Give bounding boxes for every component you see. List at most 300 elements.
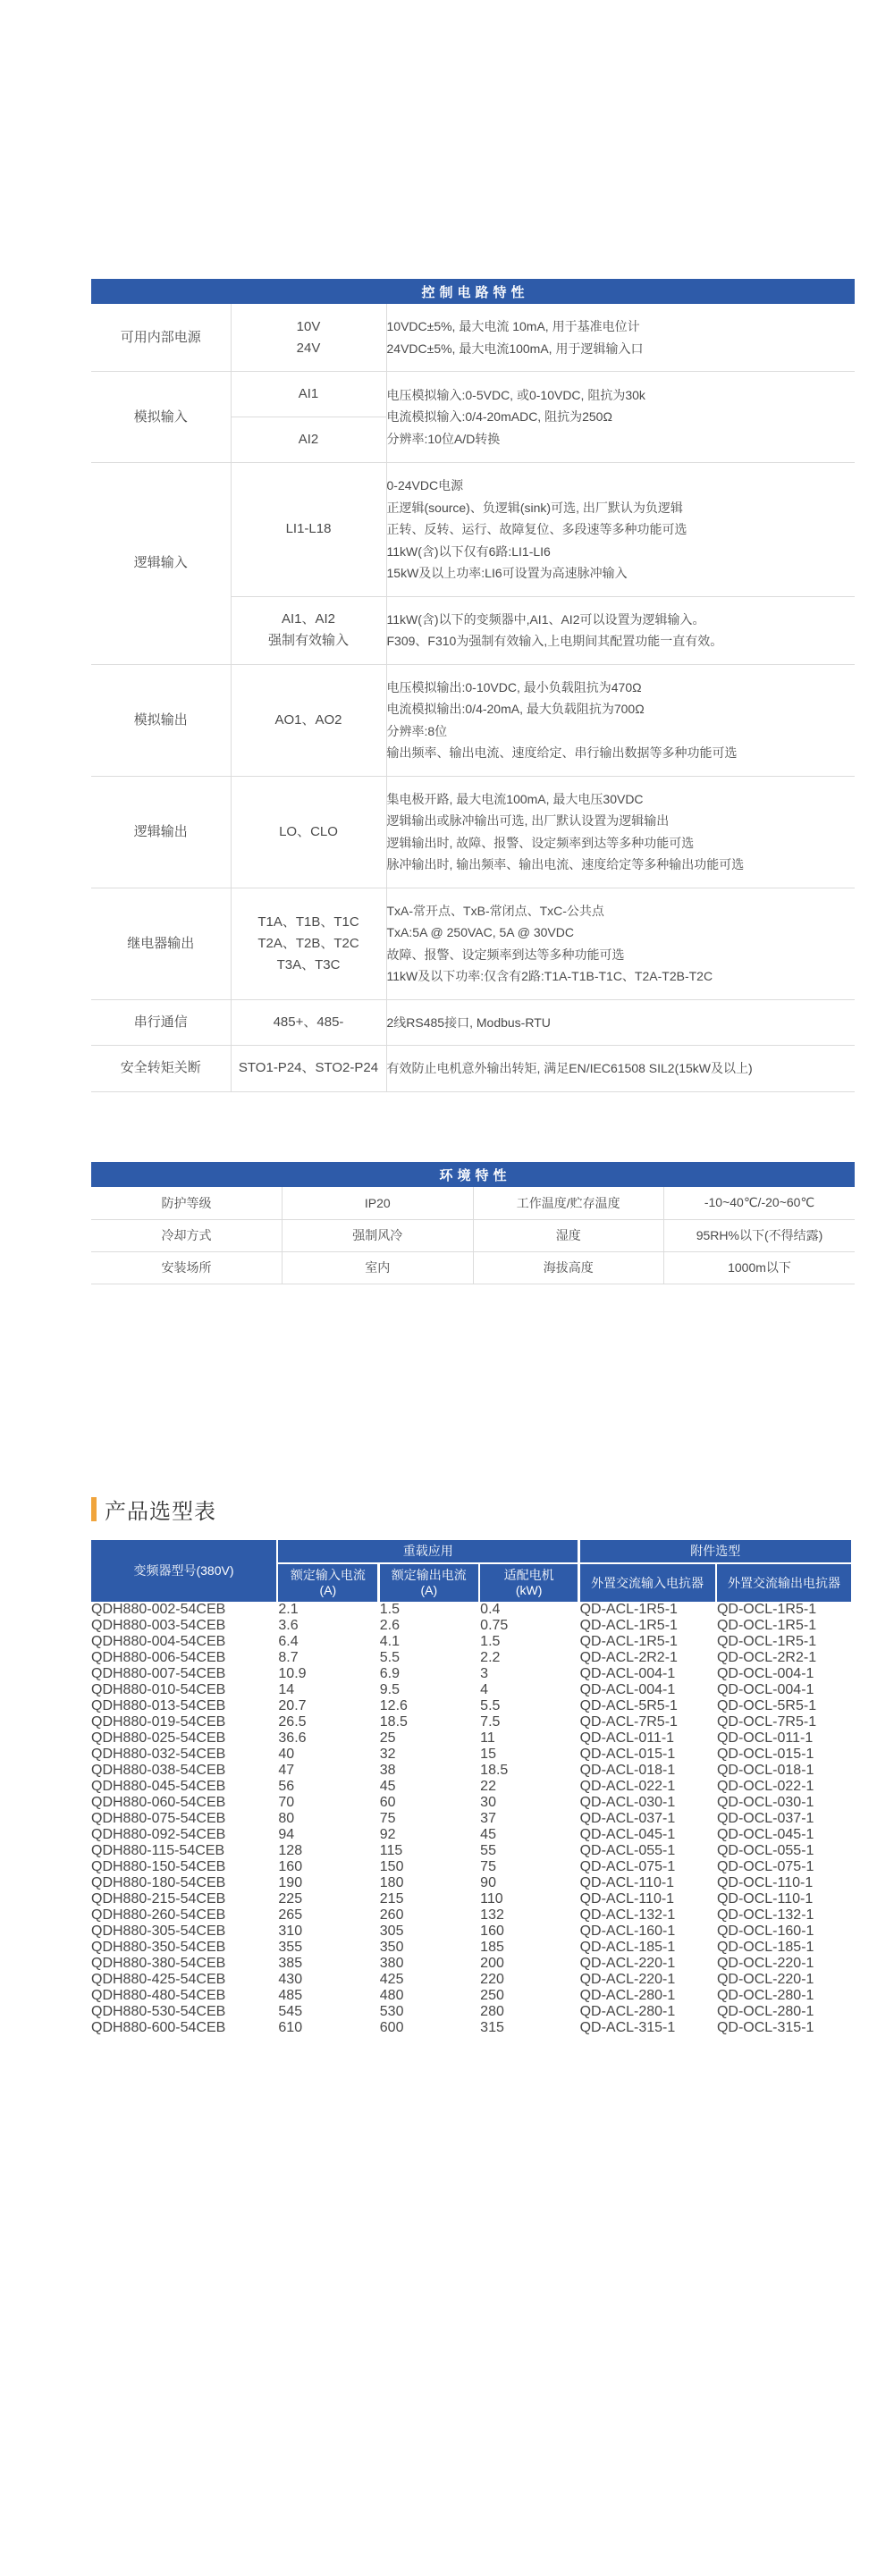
- rated-output-current-cell: 380: [379, 1956, 404, 1971]
- text-line: AI1: [298, 386, 319, 401]
- rated-output-current-cell: 305: [379, 1924, 404, 1939]
- text-line: (A): [319, 1583, 337, 1597]
- env-label-cell: 安装场所: [91, 1251, 283, 1284]
- input-reactor-cell: QD-ACL-160-1: [579, 1924, 676, 1939]
- table-row: [91, 1972, 855, 1988]
- rated-input-current-cell: 225: [278, 1891, 303, 1907]
- motor-power-cell: 45: [480, 1827, 496, 1842]
- text-line: 外置交流输入电抗器: [591, 1575, 704, 1590]
- model-cell: QDH880-305-54CEB: [91, 1924, 226, 1939]
- rated-input-current-cell: 160: [278, 1859, 303, 1874]
- output-reactor-cell: QD-OCL-018-1: [716, 1763, 814, 1778]
- motor-power-cell: 11: [480, 1730, 495, 1746]
- spec-label-cell: [91, 1046, 231, 1092]
- rated-input-current-cell: 128: [278, 1843, 303, 1858]
- input-reactor-cell: QD-ACL-055-1: [579, 1843, 676, 1858]
- rated-output-current-cell: 180: [379, 1875, 404, 1890]
- rated-output-current-cell: 32: [379, 1747, 396, 1762]
- table-row: [91, 304, 855, 372]
- input-reactor-cell: QD-ACL-045-1: [579, 1827, 676, 1842]
- table-row: [91, 1682, 855, 1698]
- env-label-cell: 防护等级: [91, 1187, 283, 1219]
- motor-power-cell: 4: [480, 1682, 489, 1697]
- table-row: [91, 1891, 855, 1907]
- column-group-heavy-duty: 重载应用: [278, 1540, 578, 1562]
- env-value-cell: -10~40℃/-20~60℃: [704, 1195, 815, 1210]
- model-cell: QDH880-025-54CEB: [91, 1730, 226, 1746]
- rated-output-current-cell: 1.5: [379, 1602, 401, 1617]
- motor-power-cell: 15: [480, 1747, 496, 1762]
- table-row: [91, 1827, 855, 1843]
- model-cell: QDH880-019-54CEB: [91, 1714, 226, 1730]
- table-row: [91, 372, 855, 417]
- motor-power-cell: 1.5: [480, 1634, 501, 1649]
- output-reactor-cell: QD-OCL-7R5-1: [716, 1714, 817, 1730]
- output-reactor-cell: QD-OCL-5R5-1: [716, 1698, 817, 1713]
- selection-table-body: [91, 1602, 855, 2036]
- model-cell: QDH880-038-54CEB: [91, 1763, 226, 1778]
- env-value-cell: 强制风冷: [283, 1219, 474, 1251]
- motor-power-cell: 160: [480, 1924, 504, 1939]
- spec-terminal-cell: [231, 304, 386, 372]
- table-row: [91, 999, 855, 1046]
- text-line: 分辨率:8位: [386, 723, 448, 738]
- model-cell: QDH880-075-54CEB: [91, 1811, 226, 1826]
- text-line: 强制有效输入: [267, 633, 349, 648]
- input-reactor-cell: QD-ACL-110-1: [579, 1875, 675, 1890]
- column-subheader: [380, 1564, 478, 1602]
- input-reactor-cell: QD-ACL-315-1: [579, 2020, 676, 2035]
- control-table-title: 控制电路特性: [91, 279, 855, 304]
- output-reactor-cell: QD-OCL-110-1: [716, 1891, 814, 1907]
- rated-output-current-cell: 530: [379, 2004, 404, 2019]
- environment-table: [91, 1187, 855, 1284]
- output-reactor-cell: QD-OCL-022-1: [716, 1779, 814, 1794]
- motor-power-cell: 200: [480, 1956, 504, 1971]
- table-row: [91, 1956, 855, 1972]
- table-row: [91, 664, 855, 776]
- spec-terminal-cell: [231, 463, 386, 597]
- motor-power-cell: 55: [480, 1843, 496, 1858]
- env-label-cell: 湿度: [473, 1219, 664, 1251]
- text-line: 故障、报警、设定频率到达等多种功能可选: [386, 947, 625, 962]
- model-cell: QDH880-350-54CEB: [91, 1940, 226, 1955]
- rated-output-current-cell: 260: [379, 1907, 404, 1923]
- text-line: 逻辑输出或脉冲输出可选, 出厂默认设置为逻辑输出: [386, 813, 670, 828]
- motor-power-cell: 0.75: [480, 1618, 509, 1633]
- text-line: 24VDC±5%, 最大电流100mA, 用于逻辑输入口: [386, 341, 644, 356]
- table-row: [91, 1907, 855, 1924]
- motor-power-cell: 250: [480, 1988, 504, 2003]
- table-row: [91, 1650, 855, 1666]
- spec-desc-cell: [386, 1046, 855, 1092]
- model-cell: QDH880-150-54CEB: [91, 1859, 226, 1874]
- text-line: 正转、反转、运行、故障复位、多段速等多种功能可选: [386, 522, 687, 536]
- table-row: [91, 888, 855, 999]
- text-line: 适配电机: [503, 1568, 554, 1582]
- rated-input-current-cell: 3.6: [278, 1618, 299, 1633]
- table-row: [91, 463, 855, 597]
- spec-desc-cell: [386, 304, 855, 372]
- output-reactor-cell: QD-OCL-2R2-1: [716, 1650, 817, 1665]
- rated-input-current-cell: 56: [278, 1779, 295, 1794]
- text-line: 2线RS485接口, Modbus-RTU: [386, 1014, 551, 1030]
- output-reactor-cell: QD-OCL-160-1: [716, 1924, 814, 1939]
- output-reactor-cell: QD-OCL-004-1: [716, 1682, 814, 1697]
- table-row: [91, 2020, 855, 2036]
- motor-power-cell: 0.4: [480, 1602, 501, 1617]
- output-reactor-cell: QD-OCL-280-1: [716, 1988, 814, 2003]
- text-line: 电流模拟输出:0/4-20mA, 最大负载阻抗为700Ω: [386, 702, 645, 716]
- rated-output-current-cell: 150: [379, 1859, 404, 1874]
- table-row: [91, 1811, 855, 1827]
- output-reactor-cell: QD-OCL-315-1: [716, 2020, 814, 2035]
- spec-terminal-cell: [231, 596, 386, 664]
- spec-desc-cell: [386, 776, 855, 888]
- rated-output-current-cell: 45: [379, 1779, 396, 1794]
- text-line: 11kW及以下功率:仅含有2路:T1A-T1B-T1C、T2A-T2B-T2C: [386, 969, 713, 983]
- table-row: [91, 1940, 855, 1956]
- text-line: T3A、T3C: [276, 956, 341, 972]
- rated-output-current-cell: 600: [379, 2020, 404, 2035]
- rated-input-current-cell: 355: [278, 1940, 303, 1955]
- env-label-cell: 海拔高度: [473, 1251, 664, 1284]
- env-value-cell: 室内: [283, 1251, 474, 1284]
- output-reactor-cell: QD-OCL-055-1: [716, 1843, 814, 1858]
- table-row: [91, 1251, 855, 1284]
- model-cell: QDH880-002-54CEB: [91, 1602, 226, 1617]
- text-line: 集电极开路, 最大电流100mA, 最大电压30VDC: [386, 791, 644, 806]
- rated-output-current-cell: 2.6: [379, 1618, 401, 1633]
- text-line: LO、CLO: [279, 823, 338, 839]
- text-line: AI1、AI2: [281, 611, 336, 627]
- spec-terminal-cell: [231, 999, 386, 1046]
- output-reactor-cell: QD-OCL-075-1: [716, 1859, 814, 1874]
- output-reactor-cell: QD-OCL-011-1: [716, 1730, 814, 1746]
- text-line: 继电器输出: [127, 935, 195, 951]
- model-cell: QDH880-013-54CEB: [91, 1698, 226, 1713]
- motor-power-cell: 7.5: [480, 1714, 501, 1730]
- motor-power-cell: 37: [480, 1811, 496, 1826]
- spec-label-cell: [91, 776, 231, 888]
- spec-label-cell: [91, 463, 231, 665]
- rated-input-current-cell: 94: [278, 1827, 295, 1842]
- table-row: [91, 1795, 855, 1811]
- text-line: 逻辑输入: [133, 555, 188, 571]
- table-row: [91, 1618, 855, 1634]
- motor-power-cell: 185: [480, 1940, 504, 1955]
- rated-output-current-cell: 60: [379, 1795, 396, 1810]
- model-cell: QDH880-600-54CEB: [91, 2020, 226, 2035]
- input-reactor-cell: QD-ACL-004-1: [579, 1682, 676, 1697]
- input-reactor-cell: QD-ACL-220-1: [579, 1956, 676, 1971]
- output-reactor-cell: QD-OCL-045-1: [716, 1827, 814, 1842]
- spec-label-cell: [91, 304, 231, 372]
- table-row: [91, 1988, 855, 2004]
- text-line: 10VDC±5%, 最大电流 10mA, 用于基准电位计: [386, 319, 640, 333]
- rated-input-current-cell: 430: [278, 1972, 303, 1987]
- text-line: 正逻辑(source)、负逻辑(sink)可选, 出厂默认为负逻辑: [386, 500, 683, 515]
- output-reactor-cell: QD-OCL-1R5-1: [716, 1634, 817, 1649]
- input-reactor-cell: QD-ACL-132-1: [579, 1907, 676, 1923]
- model-cell: QDH880-007-54CEB: [91, 1666, 226, 1681]
- text-line: 逻辑输出: [133, 823, 188, 839]
- rated-input-current-cell: 190: [278, 1875, 303, 1890]
- rated-input-current-cell: 610: [278, 2020, 303, 2035]
- table-row: [91, 1763, 855, 1779]
- text-line: 模拟输入: [133, 408, 188, 425]
- rated-input-current-cell: 10.9: [278, 1666, 307, 1681]
- spec-desc-cell: [386, 596, 855, 664]
- model-cell: QDH880-006-54CEB: [91, 1650, 226, 1665]
- model-cell: QDH880-092-54CEB: [91, 1827, 226, 1842]
- model-cell: QDH880-480-54CEB: [91, 1988, 226, 2003]
- table-row: [91, 1698, 855, 1714]
- input-reactor-cell: QD-ACL-018-1: [579, 1763, 676, 1778]
- output-reactor-cell: QD-OCL-220-1: [716, 1956, 814, 1971]
- motor-power-cell: 280: [480, 2004, 504, 2019]
- input-reactor-cell: QD-ACL-011-1: [579, 1730, 675, 1746]
- text-line: 逻辑输出时, 故障、报警、设定频率到达等多种功能可选: [386, 835, 695, 850]
- output-reactor-cell: QD-OCL-132-1: [716, 1907, 814, 1923]
- text-line: 电流模拟输入:0/4-20mADC, 阻抗为250Ω: [386, 409, 612, 425]
- rated-input-current-cell: 8.7: [278, 1650, 299, 1665]
- table-row: [91, 776, 855, 888]
- motor-power-cell: 75: [480, 1859, 496, 1874]
- motor-power-cell: 132: [480, 1907, 504, 1923]
- text-line: 输出频率、输出电流、速度给定、串行输出数据等多种功能可选: [386, 745, 738, 760]
- model-cell: QDH880-060-54CEB: [91, 1795, 226, 1810]
- table-row: [91, 1875, 855, 1891]
- spec-terminal-cell: [231, 1046, 386, 1092]
- rated-output-current-cell: 425: [379, 1972, 404, 1987]
- input-reactor-cell: QD-ACL-220-1: [579, 1972, 676, 1987]
- table-row: [91, 1747, 855, 1763]
- text-line: 串行通信: [133, 1014, 188, 1030]
- text-line: (A): [420, 1583, 438, 1597]
- selection-table-header: [91, 1540, 855, 1602]
- input-reactor-cell: QD-ACL-280-1: [579, 2004, 676, 2019]
- spec-desc-cell: [386, 664, 855, 776]
- column-subheader: [480, 1564, 578, 1602]
- column-subheader: [580, 1564, 715, 1602]
- rated-output-current-cell: 38: [379, 1763, 396, 1778]
- environment-section: [91, 1162, 855, 1284]
- model-cell: QDH880-115-54CEB: [91, 1843, 225, 1858]
- env-label-cell: 工作温度/贮存温度: [473, 1187, 664, 1219]
- input-reactor-cell: QD-ACL-037-1: [579, 1811, 676, 1826]
- selection-table-section: [91, 1540, 855, 2036]
- input-reactor-cell: QD-ACL-1R5-1: [579, 1634, 678, 1649]
- table-row: [91, 1714, 855, 1730]
- input-reactor-cell: QD-ACL-022-1: [579, 1779, 676, 1794]
- model-cell: QDH880-215-54CEB: [91, 1891, 226, 1907]
- text-line: STO1-P24、STO2-P24: [238, 1060, 379, 1076]
- model-cell: QDH880-260-54CEB: [91, 1907, 226, 1923]
- rated-output-current-cell: 12.6: [379, 1698, 408, 1713]
- rated-output-current-cell: 480: [379, 1988, 404, 2003]
- motor-power-cell: 5.5: [480, 1698, 501, 1713]
- spec-terminal-cell: [231, 372, 386, 417]
- motor-power-cell: 110: [480, 1891, 503, 1907]
- model-cell: QDH880-003-54CEB: [91, 1618, 226, 1633]
- motor-power-cell: 220: [480, 1972, 504, 1987]
- text-line: 10V: [296, 318, 321, 334]
- title-accent-bar: [91, 1497, 97, 1521]
- text-line: F309、F310为强制有效输入,上电期间其配置功能一直有效。: [386, 634, 723, 648]
- output-reactor-cell: QD-OCL-220-1: [716, 1972, 814, 1987]
- input-reactor-cell: QD-ACL-110-1: [579, 1891, 675, 1907]
- model-cell: QDH880-045-54CEB: [91, 1779, 226, 1794]
- output-reactor-cell: QD-OCL-185-1: [716, 1940, 814, 1955]
- model-cell: QDH880-530-54CEB: [91, 2004, 226, 2019]
- table-row: [91, 1730, 855, 1747]
- text-line: AO1、AO2: [274, 711, 342, 728]
- text-line: T1A、T1B、T1C: [257, 913, 359, 930]
- rated-output-current-cell: 25: [379, 1730, 396, 1746]
- env-value-cell: IP20: [283, 1187, 474, 1219]
- spec-label-cell: [91, 664, 231, 776]
- control-circuit-section: [91, 279, 855, 1092]
- rated-output-current-cell: 18.5: [379, 1714, 408, 1730]
- rated-input-current-cell: 47: [278, 1763, 295, 1778]
- model-cell: QDH880-180-54CEB: [91, 1875, 226, 1890]
- rated-input-current-cell: 485: [278, 1988, 303, 2003]
- rated-input-current-cell: 70: [278, 1795, 295, 1810]
- motor-power-cell: 315: [480, 2020, 504, 2035]
- rated-input-current-cell: 6.4: [278, 1634, 299, 1649]
- table-row: [91, 1843, 855, 1859]
- spec-desc-cell: [386, 372, 855, 463]
- spec-terminal-cell: [231, 664, 386, 776]
- rated-output-current-cell: 75: [379, 1811, 396, 1826]
- rated-input-current-cell: 20.7: [278, 1698, 307, 1713]
- table-row: [91, 1666, 855, 1682]
- model-cell: QDH880-032-54CEB: [91, 1747, 226, 1762]
- input-reactor-cell: QD-ACL-004-1: [579, 1666, 676, 1681]
- output-reactor-cell: QD-OCL-015-1: [716, 1747, 814, 1762]
- rated-output-current-cell: 9.5: [379, 1682, 401, 1697]
- text-line: 15kW及以上功率:LI6可设置为高速脉冲输入: [386, 566, 628, 580]
- spec-label-cell: [91, 372, 231, 463]
- model-cell: QDH880-010-54CEB: [91, 1682, 226, 1697]
- spec-label-cell: [91, 888, 231, 999]
- output-reactor-cell: QD-OCL-004-1: [716, 1666, 814, 1681]
- rated-output-current-cell: 92: [379, 1827, 396, 1842]
- rated-input-current-cell: 14: [278, 1682, 295, 1697]
- text-line: TxA:5A @ 250VAC, 5A @ 30VDC: [386, 925, 574, 939]
- rated-output-current-cell: 4.1: [379, 1634, 401, 1649]
- spec-desc-cell: [386, 999, 855, 1046]
- spec-desc-cell: [386, 463, 855, 597]
- input-reactor-cell: QD-ACL-030-1: [579, 1795, 676, 1810]
- input-reactor-cell: QD-ACL-7R5-1: [579, 1714, 678, 1730]
- table-row: [91, 1187, 855, 1219]
- output-reactor-cell: QD-OCL-037-1: [716, 1811, 814, 1826]
- rated-output-current-cell: 6.9: [379, 1666, 401, 1681]
- input-reactor-cell: QD-ACL-075-1: [579, 1859, 676, 1874]
- env-label-cell: 冷却方式: [91, 1219, 283, 1251]
- rated-output-current-cell: 350: [379, 1940, 404, 1955]
- table-row: [91, 1634, 855, 1650]
- rated-input-current-cell: 2.1: [278, 1602, 299, 1617]
- text-line: 电压模拟输入:0-5VDC, 或0-10VDC, 阻抗为30k: [386, 387, 645, 402]
- model-cell: QDH880-004-54CEB: [91, 1634, 226, 1649]
- text-line: 11kW(含)以下仅有6路:LI1-LI6: [386, 543, 551, 559]
- spec-terminal-cell: [231, 417, 386, 463]
- motor-power-cell: 3: [480, 1666, 489, 1681]
- env-value-cell: 1000m以下: [664, 1251, 856, 1284]
- table-row: [91, 1219, 855, 1251]
- rated-input-current-cell: 385: [278, 1956, 303, 1971]
- text-line: 外置交流输出电抗器: [727, 1575, 840, 1590]
- model-cell: QDH880-425-54CEB: [91, 1972, 226, 1987]
- column-header-model: 变频器型号(380V): [91, 1540, 276, 1602]
- rated-output-current-cell: 5.5: [379, 1650, 401, 1665]
- input-reactor-cell: QD-ACL-2R2-1: [579, 1650, 678, 1665]
- text-line: AI2: [298, 432, 319, 447]
- motor-power-cell: 2.2: [480, 1650, 501, 1665]
- column-subheader: [717, 1564, 851, 1602]
- input-reactor-cell: QD-ACL-185-1: [579, 1940, 676, 1955]
- input-reactor-cell: QD-ACL-280-1: [579, 1988, 676, 2003]
- rated-input-current-cell: 40: [278, 1747, 295, 1762]
- text-line: 可用内部电源: [120, 329, 201, 345]
- rated-input-current-cell: 26.5: [278, 1714, 307, 1730]
- rated-input-current-cell: 36.6: [278, 1730, 307, 1746]
- motor-power-cell: 30: [480, 1795, 496, 1810]
- input-reactor-cell: QD-ACL-1R5-1: [579, 1618, 678, 1633]
- rated-input-current-cell: 265: [278, 1907, 303, 1923]
- table-row: [91, 1924, 855, 1940]
- table-row: [91, 1602, 855, 1618]
- text-line: 安全转矩关断: [120, 1060, 201, 1076]
- spec-label-cell: [91, 999, 231, 1046]
- text-line: 分辨率:10位A/D转换: [386, 431, 501, 446]
- spec-terminal-cell: [231, 776, 386, 888]
- text-line: 11kW(含)以下的变频器中,AI1、AI2可以设置为逻辑输入。: [386, 611, 705, 627]
- env-value-cell: 95RH%以下(不得结露): [664, 1219, 856, 1251]
- text-line: T2A、T2B、T2C: [257, 935, 359, 951]
- table-row: [91, 2004, 855, 2020]
- model-cell: QDH880-380-54CEB: [91, 1956, 226, 1971]
- output-reactor-cell: QD-OCL-1R5-1: [716, 1602, 817, 1617]
- spec-desc-cell: [386, 888, 855, 999]
- text-line: 模拟输出: [133, 711, 188, 728]
- text-line: 电压模拟输出:0-10VDC, 最小负载阻抗为470Ω: [386, 679, 642, 695]
- input-reactor-cell: QD-ACL-1R5-1: [579, 1602, 678, 1617]
- selection-title: 产品选型表: [105, 1500, 216, 1524]
- table-row: [91, 1859, 855, 1875]
- rated-input-current-cell: 80: [278, 1811, 295, 1826]
- text-line: (kW): [515, 1583, 543, 1597]
- text-line: 24V: [296, 340, 321, 356]
- input-reactor-cell: QD-ACL-015-1: [579, 1747, 676, 1762]
- table-row: [91, 1779, 855, 1795]
- control-circuit-table: [91, 304, 855, 1092]
- text-line: 脉冲输出时, 输出频率、输出电流、速度给定等多种输出功能可选: [386, 857, 745, 871]
- motor-power-cell: 18.5: [480, 1763, 509, 1778]
- motor-power-cell: 22: [480, 1779, 496, 1794]
- text-line: 485+、485-: [273, 1014, 344, 1030]
- text-line: LI1-L18: [285, 521, 332, 537]
- output-reactor-cell: QD-OCL-030-1: [716, 1795, 814, 1810]
- selection-title-block: [91, 1494, 855, 1525]
- rated-input-current-cell: 310: [278, 1924, 303, 1939]
- spec-terminal-cell: [231, 888, 386, 999]
- text-line: 有效防止电机意外输出转矩, 满足EN/IEC61508 SIL2(15kW及以上): [386, 1061, 753, 1075]
- env-table-title: 环境特性: [91, 1162, 855, 1187]
